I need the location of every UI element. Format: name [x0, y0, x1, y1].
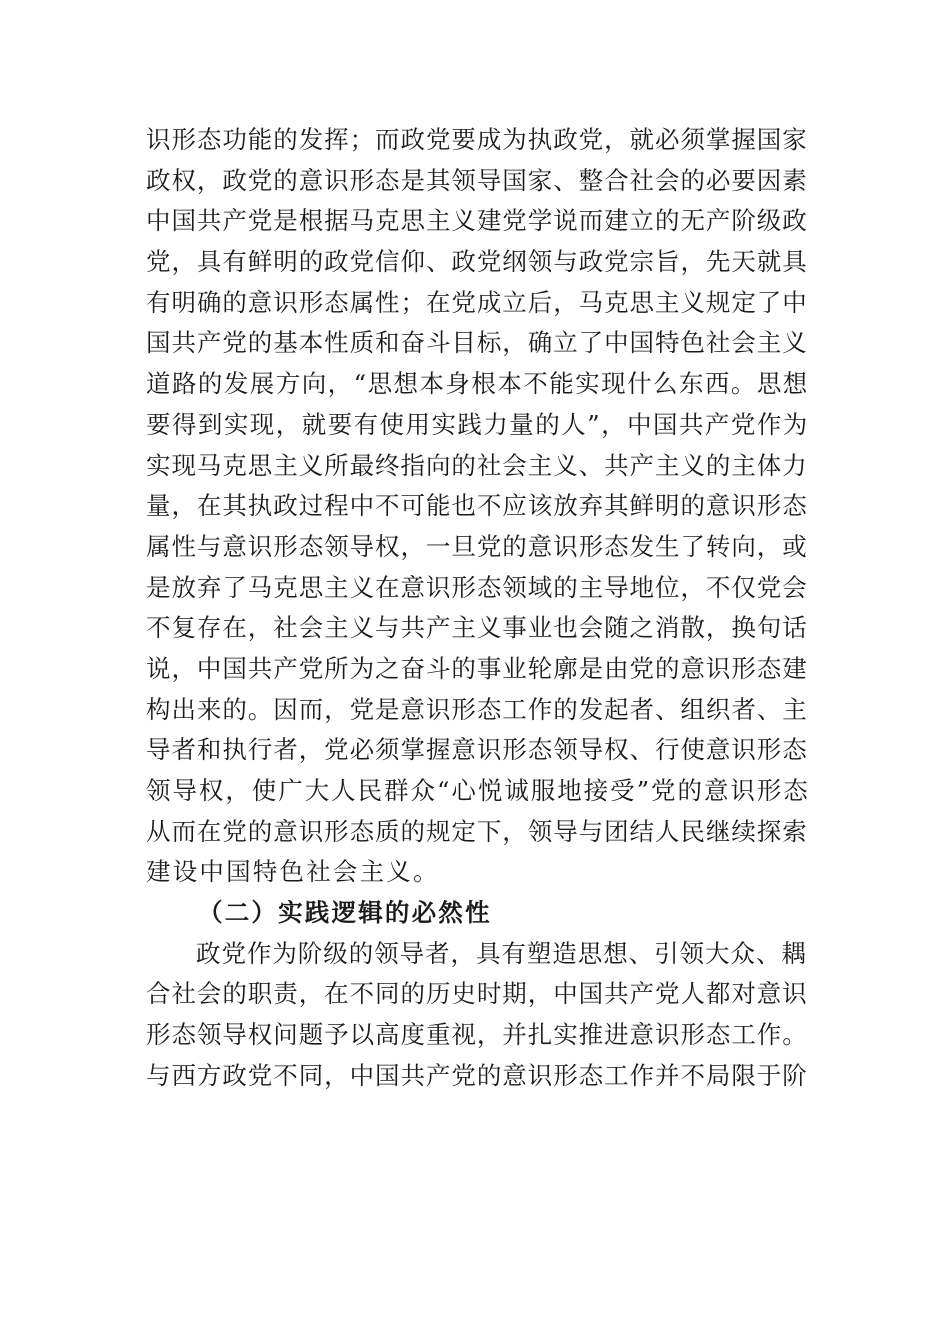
text-line: 是放弃了马克思主义在意识形态领域的主导地位，不仅党会	[146, 572, 808, 602]
text-line: 不复存在，社会主义与共产主义事业也会随之消散，换句话	[146, 613, 808, 643]
text-line: 与西方政党不同，中国共产党的意识形态工作并不局限于阶	[146, 1060, 808, 1090]
text-line: 国共产党的基本性质和奋斗目标，确立了中国特色社会主义	[146, 328, 808, 358]
text-line: 有明确的意识形态属性；在党成立后，马克思主义规定了中	[146, 287, 808, 317]
text-line: 说，中国共产党所为之奋斗的事业轮廓是由党的意识形态建	[146, 653, 808, 683]
text-line: 中国共产党是根据马克思主义建党学说而建立的无产阶级政	[146, 206, 808, 236]
text-line: 道路的发展方向，“思想本身根本不能实现什么东西。思想	[146, 369, 809, 399]
text-line: 实现马克思主义所最终指向的社会主义、共产主义的主体力	[146, 450, 808, 480]
text-line: 导者和执行者，党必须掌握意识形态领导权、行使意识形态	[146, 735, 808, 765]
section-heading: （二）实践逻辑的必然性	[198, 898, 492, 928]
text-line: 建设中国特色社会主义。	[146, 857, 440, 887]
text-line: 量，在其执政过程中不可能也不应该放弃其鲜明的意识形态	[146, 491, 808, 521]
text-line: 党，具有鲜明的政党信仰、政党纲领与政党宗旨，先天就具	[146, 247, 808, 277]
paragraph-2	[146, 934, 810, 1097]
text-line: 形态领导权问题予以高度重视，并扎实推进意识形态工作。	[146, 1020, 808, 1050]
text-line: 识形态功能的发挥；而政党要成为执政党，就必须掌握国家	[146, 125, 808, 154]
text-line: 要得到实现，就要有使用实践力量的人”，中国共产党作为	[146, 409, 809, 439]
paragraph-1	[146, 120, 810, 893]
text-line: 属性与意识形态领导权，一旦党的意识形态发生了转向，或	[146, 531, 808, 561]
text-line: 构出来的。因而，党是意识形态工作的发起者、组织者、主	[146, 694, 808, 724]
text-line: 从而在党的意识形态质的规定下，领导与团结人民继续探索	[146, 816, 808, 846]
text-line: 领导权，使广大人民群众“心悦诚服地接受”党的意识形态	[146, 776, 810, 805]
text-line: 政党作为阶级的领导者，具有塑造思想、引领大众、耦	[196, 938, 807, 968]
document-page	[146, 120, 810, 1097]
text-line: 合社会的职责，在不同的历史时期，中国共产党人都对意识	[146, 979, 808, 1009]
text-line: 政权，政党的意识形态是其领导国家、整合社会的必要因素	[146, 165, 808, 195]
